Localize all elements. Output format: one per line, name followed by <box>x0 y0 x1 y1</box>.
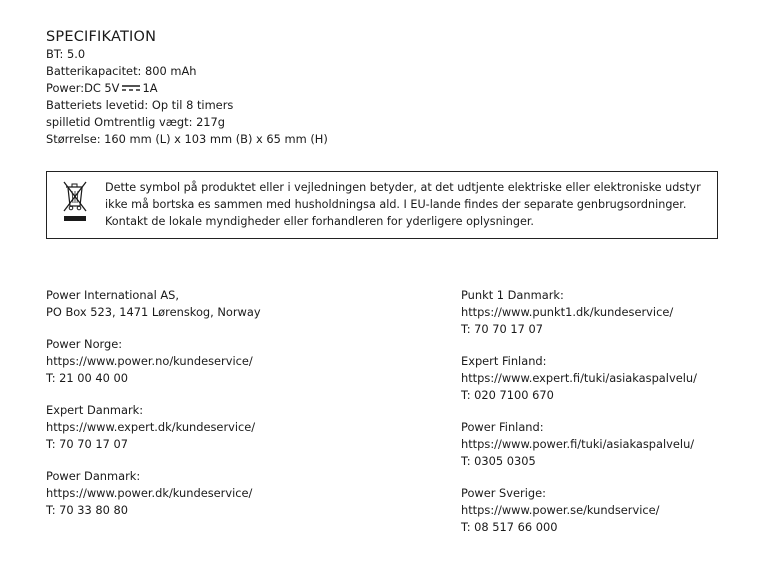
contact-phone: T: 70 33 80 80 <box>46 503 129 517</box>
contact-name: Power Sverige: <box>461 486 546 500</box>
contact-phone: T: 08 517 66 000 <box>461 520 558 534</box>
contact-name: Expert Danmark: <box>46 403 144 417</box>
contact-name: Power Danmark: <box>46 469 141 483</box>
contact-name: Power Finland: <box>461 420 544 434</box>
contacts-left-column <box>46 287 261 534</box>
contacts-right-column <box>461 287 697 551</box>
weee-notice-text: Dette symbol på produktet eller i vejledningen betyder, at det udtjente elektriske eller elektroniske udstyr ikke må bortska es sammen med husholdningsa ald. I EU-lande findes der separate genbrugsordninger. Kontakt de lokale myndigheder eller forhandleren for yderligere oplysninger. <box>105 181 701 228</box>
contact-url[interactable]: https://www.power.dk/kundeservice/ <box>46 486 253 500</box>
spec-title: SPECIFIKATION <box>46 29 157 45</box>
weee-notice-box <box>46 171 718 239</box>
crossed-out-wheelie-bin-icon <box>62 180 88 224</box>
contact-url[interactable]: https://www.punkt1.dk/kundeservice/ <box>461 305 674 319</box>
contact-block <box>461 287 697 338</box>
contact-block <box>46 402 261 453</box>
contact-phone: T: 21 00 40 00 <box>46 371 129 385</box>
contact-block <box>461 353 697 404</box>
contact-block <box>461 419 697 470</box>
spec-power-suffix: 1A <box>142 81 158 95</box>
contact-phone: T: 020 7100 670 <box>461 388 554 402</box>
contact-url[interactable]: https://www.power.se/kundservice/ <box>461 503 660 517</box>
spec-size: Størrelse: 160 mm (L) x 103 mm (B) x 65 mm (H) <box>46 132 328 146</box>
contact-block <box>46 287 261 321</box>
contact-url[interactable]: https://www.expert.fi/tuki/asiakaspalvelu/ <box>461 371 697 385</box>
contact-phone: T: 0305 0305 <box>461 454 536 468</box>
spec-bt: BT: 5.0 <box>46 47 86 61</box>
spec-battery-capacity: Batterikapacitet: 800 mAh <box>46 64 197 78</box>
dc-current-icon <box>122 84 140 92</box>
spec-power <box>46 80 328 97</box>
contact-block <box>46 336 261 387</box>
spec-power-prefix: Power:DC 5V <box>46 81 120 95</box>
specification-section <box>46 28 328 148</box>
contact-name: Punkt 1 Danmark: <box>461 288 564 302</box>
contact-url[interactable]: https://www.power.fi/tuki/asiakaspalvelu/ <box>461 437 695 451</box>
contact-name: Expert Finland: <box>461 354 547 368</box>
contact-phone: T: 70 70 17 07 <box>46 437 129 451</box>
spec-weight: spilletid Omtrentlig vægt: 217g <box>46 115 226 129</box>
contact-url[interactable]: https://www.expert.dk/kundeservice/ <box>46 420 256 434</box>
contact-url[interactable]: https://www.power.no/kundeservice/ <box>46 354 253 368</box>
contact-name: Power Norge: <box>46 337 123 351</box>
contact-address: PO Box 523, 1471 Lørenskog, Norway <box>46 305 261 319</box>
contact-name: Power International AS, <box>46 288 180 302</box>
contact-block <box>46 468 261 519</box>
contact-phone: T: 70 70 17 07 <box>461 322 544 336</box>
spec-battery-life: Batteriets levetid: Op til 8 timers <box>46 98 234 112</box>
contact-block <box>461 485 697 536</box>
